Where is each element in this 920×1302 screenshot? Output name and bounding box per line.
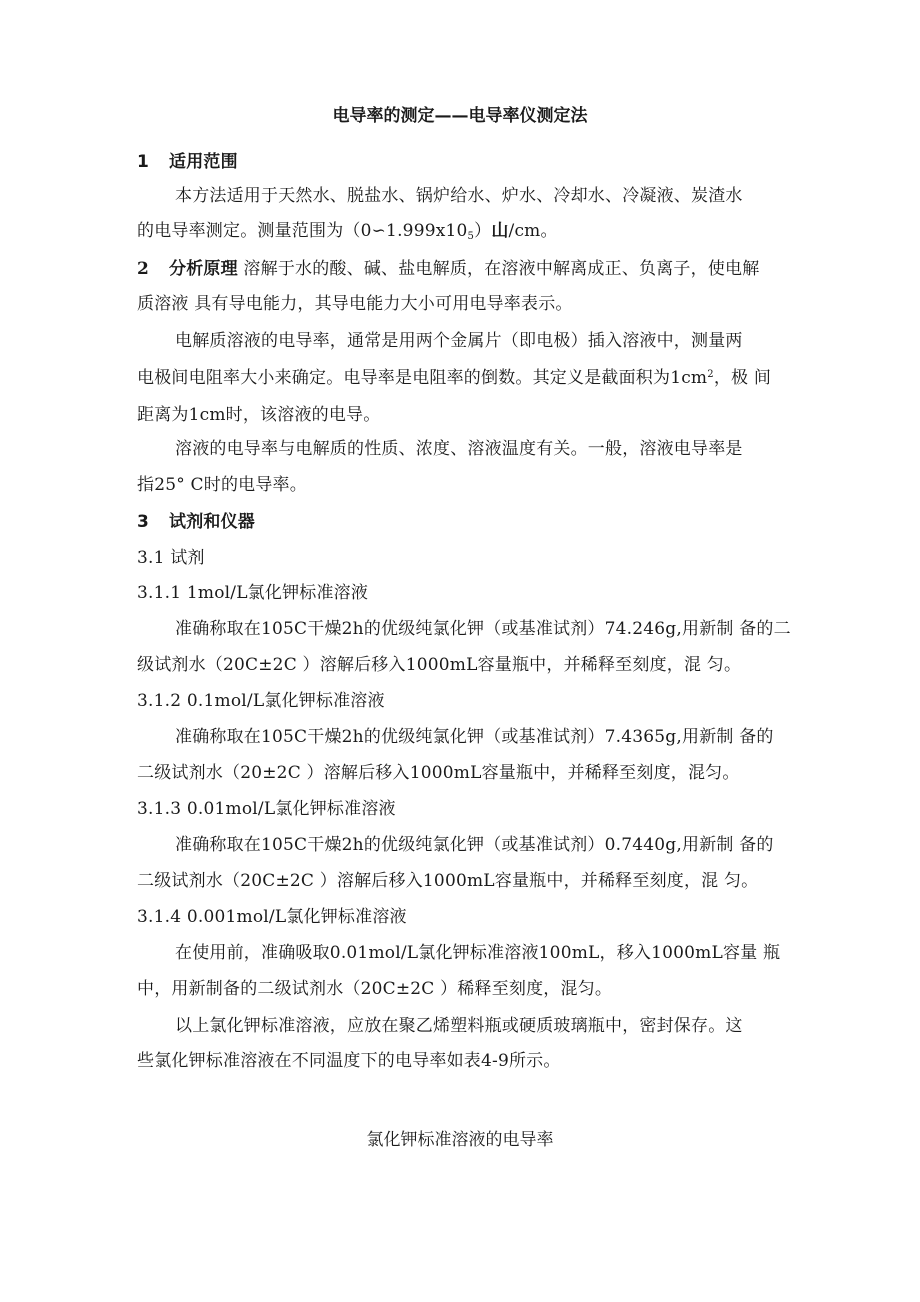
- section-title: 试剂和仪器: [169, 512, 255, 532]
- text-run: 的电导率测定。测量范围为（0∽1.999x10: [137, 221, 468, 241]
- paragraph-line: [137, 366, 771, 390]
- paragraph-line: 准确称取在105C干燥2h的优级纯氯化钾（或基准试剂）0.7440g,用新制 备的: [175, 835, 774, 855]
- paragraph-line: 些氯化钾标准溶液在不同温度下的电导率如表4-9所示。: [137, 1051, 561, 1071]
- paragraph-line: 二级试剂水（20±2C ）溶解后移入1000mL容量瓶中，并稀释至刻度，混匀。: [137, 763, 740, 783]
- section-2-line: [137, 257, 759, 281]
- text-run: 溶解于水的酸、碱、盐电解质，在溶液中解离成正、负离子，使电解: [237, 259, 760, 279]
- text-run: 电极间电阻率大小来确定。电导率是电阻率的倒数。其定义是截面积为1cm: [137, 368, 708, 388]
- paragraph-line: 质溶液 具有导电能力，其导电能力大小可用电导率表示。: [137, 294, 573, 314]
- text-run: ）: [474, 221, 492, 241]
- paragraph-line: 本方法适用于天然水、脱盐水、锅炉给水、炉水、冷却水、冷凝液、炭渣水: [175, 186, 743, 206]
- superscript: 2: [707, 369, 714, 380]
- section-3-heading: [137, 510, 255, 534]
- section-number: 2: [137, 259, 150, 279]
- text-run: /cm。: [508, 221, 558, 241]
- section-1-heading: [137, 150, 238, 174]
- paragraph-line: 电解质溶液的电导率，通常是用两个金属片（即电极）插入溶液中，测量两: [175, 331, 743, 351]
- document-title: 电导率的测定——电导率仪测定法: [332, 106, 588, 126]
- table-caption: 氯化钾标准溶液的电导率: [366, 1130, 554, 1150]
- text-run: ，极 间: [713, 368, 772, 388]
- subsection-heading: 3.1.4 0.001mol/L氯化钾标准溶液: [137, 907, 407, 927]
- paragraph-line: 级试剂水（20C±2C ）溶解后移入1000mL容量瓶中，并稀释至刻度，混 匀。: [137, 655, 742, 675]
- paragraph-line: 溶液的电导率与电解质的性质、浓度、溶液温度有关。一般，溶液电导率是: [175, 439, 743, 459]
- paragraph-line: 指25° C时的电导率。: [137, 475, 307, 495]
- paragraph-line: [137, 219, 558, 243]
- section-number: 1: [137, 152, 150, 172]
- paragraph-line: 中，用新制备的二级试剂水（20C±2C ）稀释至刻度，混匀。: [137, 979, 613, 999]
- unit-symbol: 山: [491, 221, 509, 241]
- section-number: 3: [137, 512, 150, 532]
- paragraph-line: 距离为1cm时，该溶液的电导。: [137, 405, 381, 425]
- paragraph-line: 以上氯化钾标准溶液，应放在聚乙烯塑料瓶或硬质玻璃瓶中，密封保存。这: [175, 1016, 743, 1036]
- paragraph-line: 在使用前，准确吸取0.01mol/L氯化钾标准溶液100mL，移入1000mL容量 瓶: [175, 943, 781, 963]
- paragraph-line: 准确称取在105C干燥2h的优级纯氯化钾（或基准试剂）7.4365g,用新制 备的: [175, 727, 774, 747]
- subsection-heading: 3.1 试剂: [137, 548, 205, 568]
- subsection-heading: 3.1.1 1mol/L氯化钾标准溶液: [137, 583, 369, 603]
- exponent: 5: [467, 231, 475, 242]
- subsection-heading: 3.1.3 0.01mol/L氯化钾标准溶液: [137, 799, 396, 819]
- section-title: 分析原理: [169, 259, 238, 279]
- paragraph-line: 准确称取在105C干燥2h的优级纯氯化钾（或基准试剂）74.246g,用新制 备的二: [175, 619, 791, 639]
- subsection-heading: 3.1.2 0.1mol/L氯化钾标准溶液: [137, 691, 385, 711]
- paragraph-line: 二级试剂水（20C±2C ）溶解后移入1000mL容量瓶中，并稀释至刻度，混 匀。: [137, 871, 759, 891]
- section-title: 适用范围: [169, 152, 238, 172]
